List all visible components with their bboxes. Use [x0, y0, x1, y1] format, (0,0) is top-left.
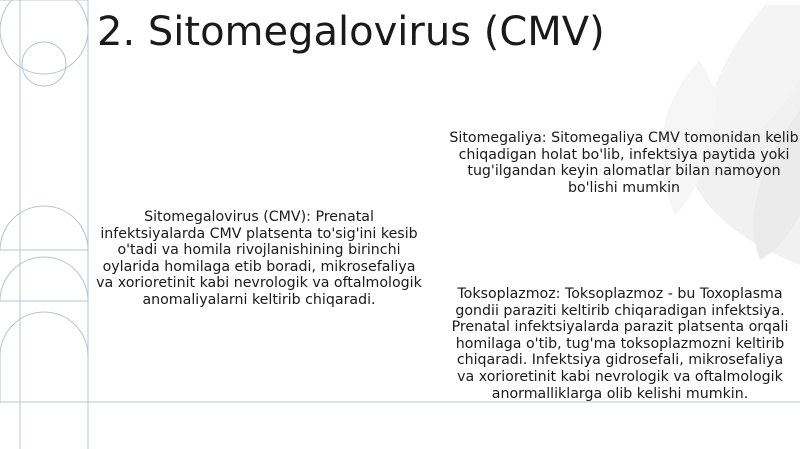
sitomegaliya-text-block: Sitomegaliya: Sitomegaliya CMV tomonidan kelib chiqadigan holat bo'lib, infektsiya paytida yoki tug'ilgandan keyin alomatlar bilan namoyon bo'lishi mumkin — [449, 130, 799, 196]
cmv-text-block: Sitomegalovirus (CMV): Prenatal infektsiyalarda CMV platsenta to'sig'ini kesib o'tadi va homila rivojlanishining birinchi oylarida homilaga etib boradi, mikrosefaliya va xorioretinit kabi nevrologik va oftalmologik anomaliyalarni keltirib chiqaradi. — [96, 209, 422, 308]
arc-shapes-icon — [0, 206, 88, 402]
top-circles-icon — [0, 0, 88, 86]
slide-title: 2. Sitomegalovirus (CMV) — [97, 9, 605, 55]
toksoplazmoz-text-block: Toksoplazmoz: Toksoplazmoz - bu Toxoplasma gondii paraziti keltirib chiqaradigan infektsiya. Prenatal infektsiyalarda parazit platsenta orqali homilaga o'tib, tug'ma toksoplazmozni keltirib chiqaradi. Infektsiya gidrosefali, mikrosefaliya va xorioretinit kabi nevrologik va oftalmologik anormalliklarga olib kelishi mumkin. — [451, 286, 789, 402]
